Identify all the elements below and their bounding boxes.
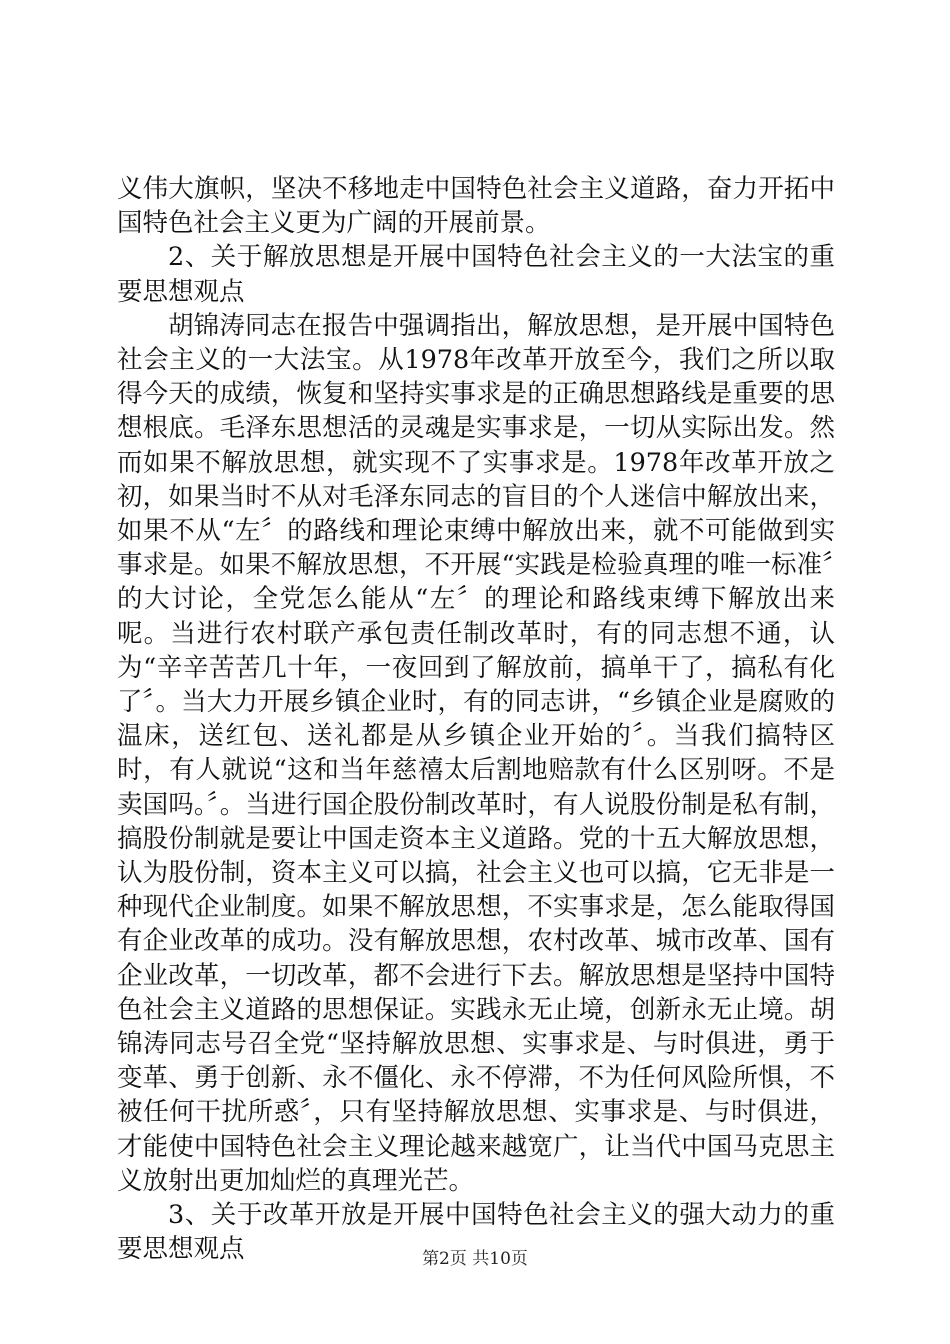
document-body bbox=[117, 172, 835, 1267]
paragraph-body: 胡锦涛同志在报告中强调指出，解放思想，是开展中国特色社会主义的一大法宝。从1978年改革开放至今，我们之所以取得今天的成绩，恢复和坚持实事求是的正确思想路线是重要的思想根底。毛泽东思想活的灵魂是实事求是，一切从实际出发。然而如果不解放思想，就实现不了实事求是。1978年改革开放之初，如果当时不从对毛泽东同志的盲目的个人迷信中解放出来，如果不从“左〞的路线和理论束缚中解放出来，就不可能做到实事求是。如果不解放思想，不开展“实践是检验真理的唯一标准〞的大讨论，全党怎么能从“左〞的理论和路线束缚下解放出来呢。当进行农村联产承包责任制改革时，有的同志想不通，认为“辛辛苦苦几十年，一夜回到了解放前，搞单干了，搞私有化了〞。当大力开展乡镇企业时，有的同志讲，“乡镇企业是腐败的温床，送红包、送礼都是从乡镇企业开始的〞。当我们搞特区时，有人就说“这和当年慈禧太后割地赔款有什么区别呀。不是卖国吗。〞。当进行国企股份制改革时，有人说股份制是私有制，搞股份制就是要让中国走资本主义道路。党的十五大解放思想，认为股份制，资本主义可以搞，社会主义也可以搞，它无非是一种现代企业制度。如果不解放思想，不实事求是，怎么能取得国有企业改革的成功。没有解放思想，农村改革、城市改革、国有企业改革，一切改革，都不会进行下去。解放思想是坚持中国特色社会主义道路的思想保证。实践永无止境，创新永无止境。胡锦涛同志号召全党“坚持解放思想、实事求是、与时俱进，勇于变革、勇于创新、永不僵化、永不停滞，不为任何风险所惧，不被任何干扰所惑〞，只有坚持解放思想、实事求是、与时俱进，才能使中国特色社会主义理论越来越宽广，让当代中国马克思主义放射出更加灿烂的真理光芒。 bbox=[117, 310, 835, 1196]
section-heading-3: 3、关于改革开放是开展中国特色社会主义的强大动力的重要思想观点 bbox=[117, 1200, 835, 1265]
section-heading-2: 2、关于解放思想是开展中国特色社会主义的一大法宝的重要思想观点 bbox=[117, 242, 835, 307]
page-number-footer: 第2页 共10页 bbox=[422, 1249, 528, 1269]
paragraph-continuation: 义伟大旗帜，坚决不移地走中国特色社会主义道路，奋力开拓中国特色社会主义更为广阔的开展前景。 bbox=[117, 174, 835, 239]
